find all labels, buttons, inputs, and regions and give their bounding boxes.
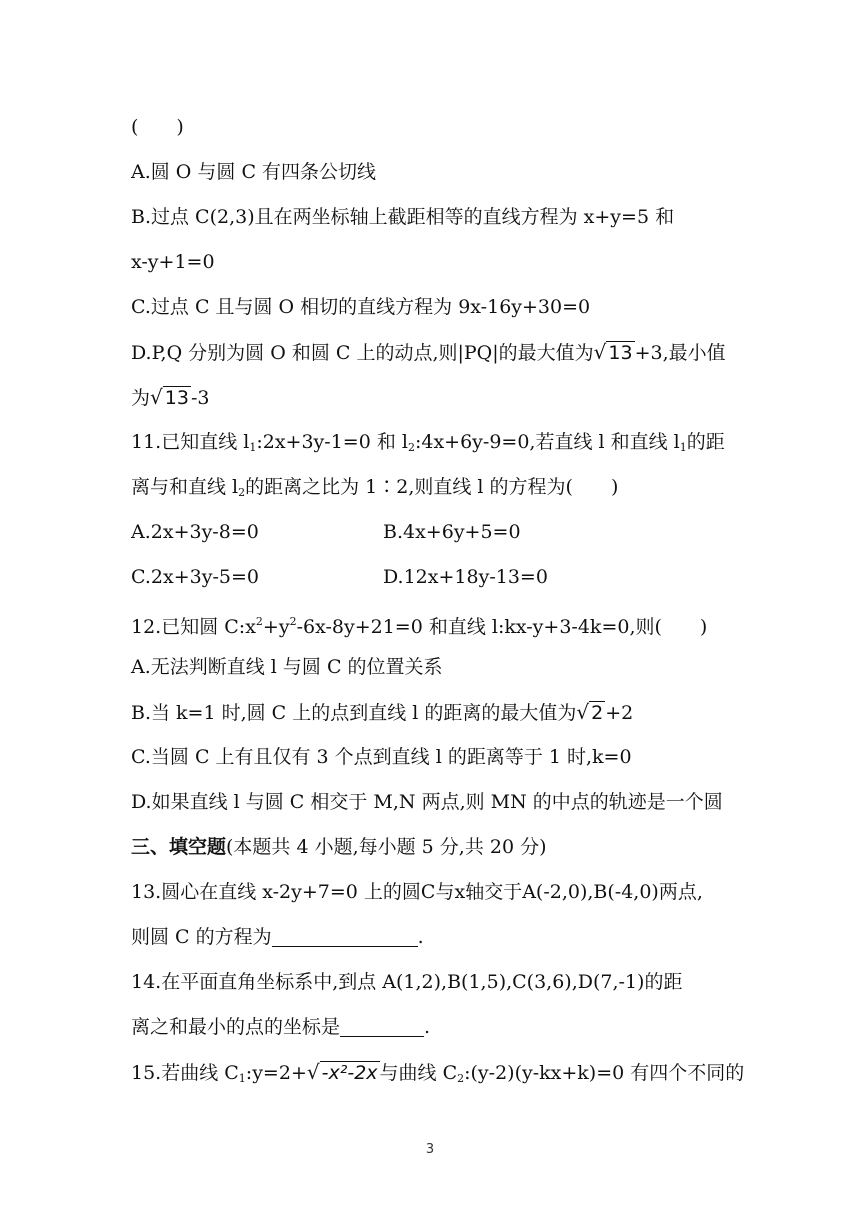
q10-answer-paren: ( ) [131,116,184,138]
q13-period: . [417,926,424,948]
q11-option-c: C.2x+3y-5=0 [131,566,259,588]
q10-d2-text-pre: 为 [131,387,151,409]
sqrt-2: √ 2 [576,700,604,724]
q14-stem-line2 [131,1014,430,1040]
sqrt-expression: √ -x²-2x [306,1060,378,1084]
q10-d-text-pre: D.P,Q 分别为圆 O 和圆 C 上的动点,则|PQ|的最大值为 [131,342,594,364]
radicand: 2 [591,702,604,724]
section-note: (本题共 4 小题,每小题 5 分,共 20 分) [226,836,547,858]
q14-stem-line1: 14.在平面直角坐标系中,到点 A(1,2),B(1,5),C(3,6),D(7,-1)的距 [131,971,683,993]
page-number: 3 [425,1142,435,1157]
q11-text: :4x+6y-9=0,若直线 l 和直线 l [414,431,680,453]
radicand: 13 [164,387,189,409]
q12-option-b [131,699,633,726]
subscript: 1 [249,441,257,454]
answer-blank[interactable] [340,1016,424,1037]
q14-text: 离之和最小的点的坐标是 [131,1016,341,1038]
q15-stem-line1 [131,1059,744,1092]
q11-options-row1 [131,519,259,545]
subscript: 2 [238,486,246,499]
q15-text: :(y-2)(y-kx+k)=0 有四个不同的 [464,1062,745,1084]
q11-stem-line1 [131,429,725,461]
q10-option-a: A.圆 O 与圆 C 有四条公切线 [131,161,377,183]
q12-b-text-pre: B.当 k=1 时,圆 C 上的点到直线 l 的距离的最大值为 [131,702,577,724]
q11-text: 11.已知直线 l [131,431,250,453]
section-header [131,834,547,860]
q10-option-d-line2 [131,384,209,411]
q11-option-b: B.4x+6y+5=0 [383,521,521,543]
q15-text: :y=2+ [245,1062,307,1084]
q12-option-d: D.如果直线 l 与圆 C 相交于 M,N 两点,则 MN 的中点的轨迹是一个圆 [131,791,723,813]
q12-text: 12.已知圆 C:x [131,616,256,638]
q10-option-b-line2: x-y+1=0 [131,251,215,273]
q10-option-d-line1 [131,339,726,366]
sqrt-13: √ 13 [150,385,189,409]
q11-text: 离与和直线 l [131,476,239,498]
q10-d2-text-post: -3 [190,387,210,409]
q12-b-text-post: +2 [605,702,634,724]
answer-blank[interactable] [272,926,418,947]
q13-text: 则圆 C 的方程为 [131,926,272,948]
q12-text: -6x-8y+21=0 和直线 l:kx-y+3-4k=0,则( ) [296,616,708,638]
q13-stem-line2 [131,924,424,950]
q11-text: 的距离之比为 1∶2,则直线 l 的方程为( ) [245,476,619,498]
q11-text: 的距 [686,431,725,453]
q12-text: +y [262,616,290,638]
q11-option-a: A.2x+3y-8=0 [131,521,259,543]
subscript: 2 [457,1072,465,1085]
sqrt-13: √ 13 [593,340,633,364]
subscript: 2 [407,441,415,454]
q12-stem [131,609,707,640]
section-title: 三、填空题 [131,836,227,858]
superscript: 2 [255,615,263,628]
q15-text: 15.若曲线 C [131,1062,239,1084]
radicand: 13 [608,342,633,364]
q12-option-a: A.无法判断直线 l 与圆 C 的位置关系 [131,656,443,678]
subscript: 1 [238,1072,246,1085]
q10-d-text-post: +3,最小值 [634,342,726,364]
radicand: -x²-2x [321,1062,378,1084]
q11-option-d: D.12x+18y-13=0 [383,566,548,588]
superscript: 2 [289,615,297,628]
q11-text: :2x+3y-1=0 和 l [256,431,408,453]
subscript: 1 [679,441,687,454]
q11-stem-line2 [131,474,618,506]
q12-option-c: C.当圆 C 上有且仅有 3 个点到直线 l 的距离等于 1 时,k=0 [131,746,632,768]
q10-option-b-line1: B.过点 C(2,3)且在两坐标轴上截距相等的直线方程为 x+y=5 和 [131,206,675,228]
q10-option-c: C.过点 C 且与圆 O 相切的直线方程为 9x-16y+30=0 [131,296,591,318]
q13-stem-line1: 13.圆心在直线 x-2y+7=0 上的圆C与x轴交于A(-2,0),B(-4,0)两点, [131,881,703,903]
q14-period: . [424,1016,431,1038]
q15-text: 与曲线 C [379,1062,458,1084]
